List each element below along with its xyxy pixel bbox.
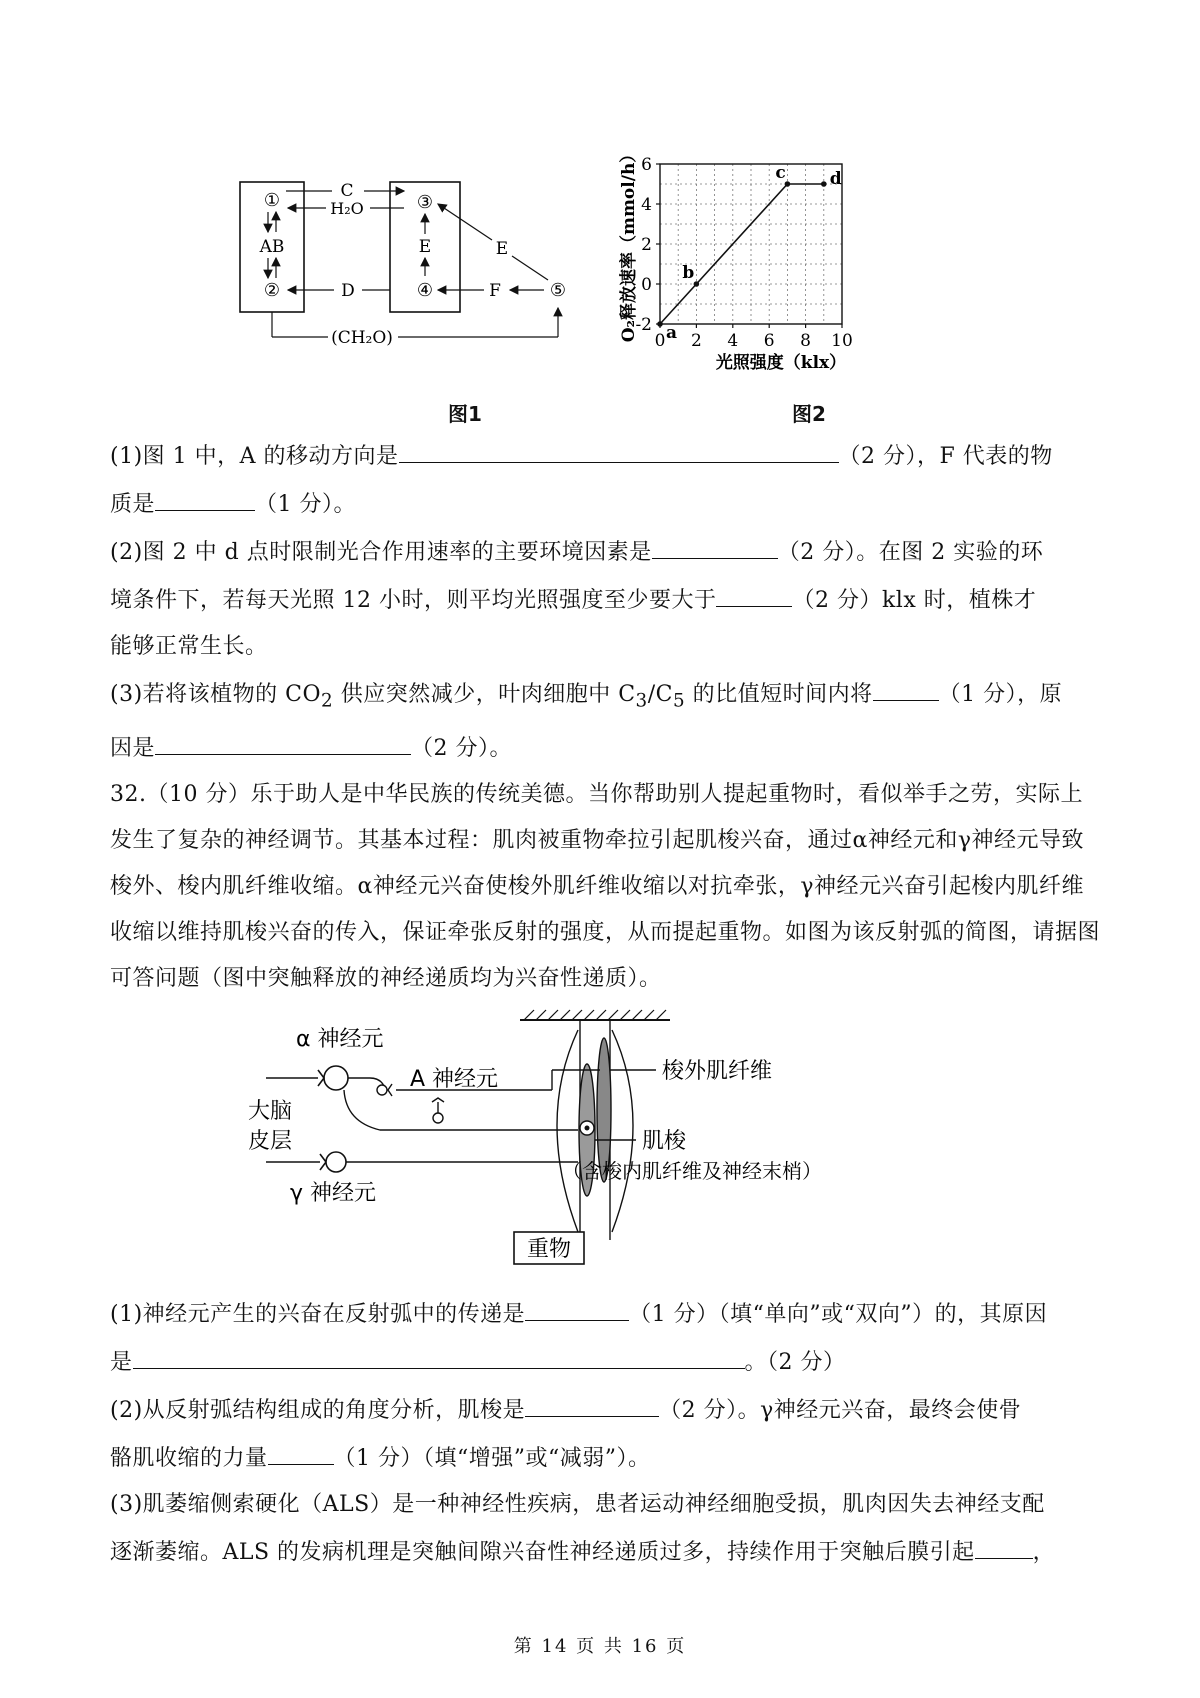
- label-ch2o: (CH₂O): [331, 328, 393, 348]
- q32-part3: (3)肌萎缩侧索硬化（ALS）是一种神经性疾病，患者运动神经细胞受损，肌肉因失去神经支配 逐渐萎缩。ALS 的发病机理是突触间隙兴奋性神经递质过多，持续作用于突触后膜引起 ，: [110, 1492, 1056, 1565]
- q32-part2: (2)从反射弧结构组成的角度分析，肌梭是 （2 分）。γ神经元兴奋，最终会使骨 骼肌收缩的力量 （1 分）（填“增强”或“减弱”）。: [110, 1386, 1100, 1482]
- x-tick-label: 6: [763, 331, 775, 351]
- answer-blank[interactable]: [525, 1290, 629, 1321]
- x-tick-label: 10: [831, 331, 853, 351]
- label-a-neuron: A 神经元: [410, 1067, 499, 1092]
- answer-blank[interactable]: [155, 480, 255, 511]
- figure-1-diagram: [240, 170, 620, 380]
- y-axis-label: O₂释放速率（mmol/h）: [619, 145, 639, 343]
- q32-block: [110, 1290, 1100, 1576]
- answer-blank[interactable]: [268, 1434, 334, 1465]
- q31-part1: (1)图 1 中，A 的移动方向是 （2 分），F 代表的物 质是 （1 分）。: [110, 432, 1100, 528]
- y-tick-label: 2: [641, 235, 652, 255]
- label-spindle-note: （含梭内肌纤维及神经末梢）: [562, 1159, 822, 1183]
- alpha-neuron-body: [324, 1066, 348, 1090]
- label-n4: ④: [416, 280, 434, 301]
- label-weight: 重物: [526, 1237, 572, 1262]
- answer-blank[interactable]: [652, 528, 778, 559]
- x-tick-label: 4: [727, 331, 739, 351]
- answer-blank[interactable]: [716, 576, 792, 607]
- figure-2-chart: [619, 145, 900, 388]
- label-n5: ⑤: [549, 280, 567, 301]
- x-axis-label: 光照强度（klx）: [715, 353, 847, 373]
- label-extrafusal: 梭外肌纤维: [662, 1059, 773, 1084]
- label-n2: ②: [263, 280, 281, 301]
- label-e-outer: E: [495, 239, 509, 259]
- point-label: a: [666, 323, 678, 343]
- y-tick-label: 4: [641, 195, 652, 215]
- reflex-arc-diagram: [248, 1010, 960, 1290]
- answer-blank[interactable]: [975, 1528, 1033, 1559]
- answer-blank[interactable]: [399, 432, 839, 463]
- q32-intro: 32.（10 分）乐于助人是中华民族的传统美德。当你帮助别人提起重物时，看似举手之劳，实际上发生了复杂的神经调节。其基本过程：肌肉被重物牵拉引起肌梭兴奋，通过α神经元和γ神经元导致梭外、梭内肌纤维收缩。α神经元兴奋使梭外肌纤维收缩以对抗牵张，γ神经元兴奋引起梭内肌纤维收缩以维持肌梭兴奋的传入，保证牵张反射的强度，从而提起重物。如图为该反射弧的简图，请据图可答问题（图中突触释放的神经递质均为兴奋性递质）。: [110, 782, 1101, 992]
- label-e-inner: E: [418, 237, 432, 257]
- label-n3: ③: [416, 192, 434, 213]
- q31-part2: (2)图 2 中 d 点时限制光合作用速率的主要环境因素是 （2 分）。在图 2 实验的环 境条件下，若每天光照 12 小时，则平均光照强度至少要大于 （2 分）klx 时，植株才 能够正常生长。: [110, 528, 1100, 670]
- series-line: [660, 184, 824, 324]
- y-tick-label: -2: [635, 315, 652, 335]
- label-alpha-neuron: α 神经元: [296, 1027, 384, 1052]
- point-label: d: [829, 169, 842, 189]
- answer-blank[interactable]: [133, 1338, 745, 1369]
- label-brain-cortex-2: 皮层: [248, 1129, 293, 1154]
- x-tick-label: 2: [690, 331, 702, 351]
- figure-1-caption: 图1: [448, 402, 482, 426]
- point-label: c: [775, 163, 786, 183]
- label-n1: ①: [263, 190, 281, 211]
- label-h2o: H₂O: [330, 199, 364, 218]
- q31-part3: (3)若将该植物的 $CO_2$ 供应突然减少，叶肉细胞中 $C_3/C_5$ 的比值短时间内将 （1 分），原 因是 （2 分）。: [110, 670, 1100, 772]
- page-footer: 第 14 页 共 16 页: [513, 1636, 687, 1657]
- q31-block: [110, 432, 1100, 1002]
- label-c: C: [340, 181, 354, 201]
- answer-blank[interactable]: [525, 1386, 659, 1417]
- data-point: [657, 321, 663, 327]
- answer-blank[interactable]: [155, 724, 411, 755]
- gamma-neuron-body: [326, 1152, 346, 1172]
- label-brain-cortex-1: 大脑: [248, 1099, 293, 1124]
- figure-2-caption: 图2: [792, 402, 826, 426]
- label-ab: AB: [259, 237, 285, 257]
- x-tick-label: 0: [654, 331, 666, 351]
- q32-part1: (1)神经元产生的兴奋在反射弧中的传递是 （1 分）（填“单向”或“双向”）的，其原因 是 。（2 分）: [110, 1290, 1100, 1386]
- label-gamma-neuron: γ 神经元: [290, 1181, 377, 1206]
- data-point: [821, 181, 827, 187]
- data-point: [694, 281, 700, 287]
- label-spindle: 肌梭: [642, 1129, 687, 1154]
- y-tick-label: 0: [641, 275, 652, 295]
- answer-blank[interactable]: [873, 670, 939, 701]
- label-d: D: [341, 281, 355, 301]
- point-label: b: [682, 263, 695, 283]
- y-tick-label: 6: [641, 155, 652, 175]
- x-tick-label: 8: [800, 331, 812, 351]
- label-f: F: [489, 281, 501, 301]
